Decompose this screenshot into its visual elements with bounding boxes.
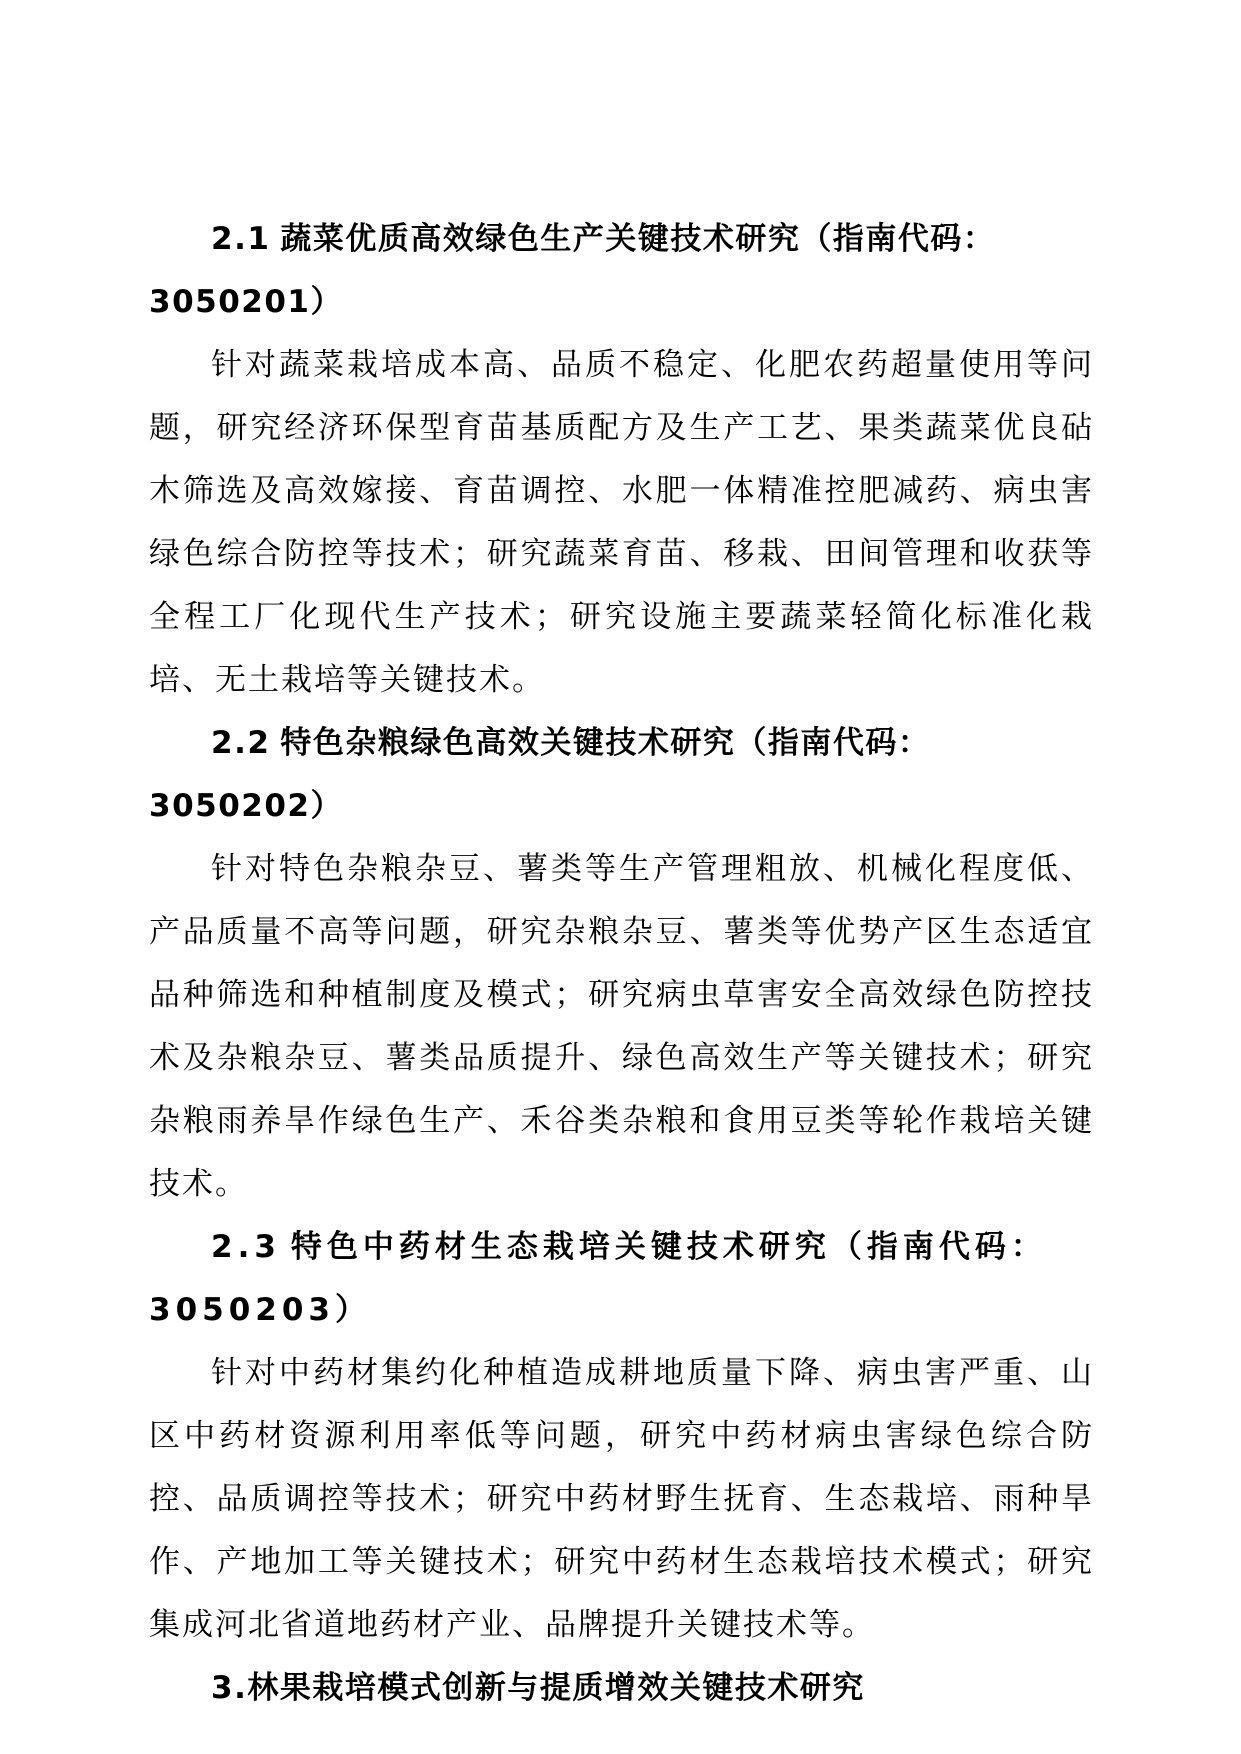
section-2-1-heading	[149, 208, 1094, 334]
section-3-heading: 3.林果栽培模式创新与提质增效关键技术研究	[211, 1670, 865, 1706]
section-2-2-body: 针对特色杂粮杂豆、薯类等生产管理粗放、机械化程度低、产品质量不高等问题，研究杂粮杂豆、薯类等优势产区生态适宜品种筛选和种植制度及模式；研究病虫草害安全高效绿色防控技术及杂粮杂豆、薯类品质提升、绿色高效生产等关键技术；研究杂粮雨养旱作绿色生产、禾谷类杂粮和食用豆类等轮作栽培关键技术。	[149, 851, 1094, 1202]
section-2-3-number: 2.3	[211, 1229, 281, 1265]
document-page	[149, 208, 1094, 1720]
section-2-3-title: 特色中药材生态栽培关键技术研究（指南代码：3050203）	[149, 1229, 1047, 1328]
section-2-3-heading	[149, 1216, 1094, 1342]
section-2-2-heading	[149, 712, 1094, 838]
section-2-1-number: 2.1	[211, 221, 271, 257]
section-2-3-body: 针对中药材集约化种植造成耕地质量下降、病虫害严重、山区中药材资源利用率低等问题，研究中药材病虫害绿色综合防控、品质调控等技术；研究中药材野生抚育、生态栽培、雨种旱作、产地加工等关键技术；研究中药材生态栽培技术模式；研究集成河北省道地药材产业、品牌提升关键技术等。	[149, 1355, 1094, 1643]
section-2-1-title: 蔬菜优质高效绿色生产关键技术研究（指南代码：3050201）	[149, 221, 996, 320]
section-2-2-title: 特色杂粮绿色高效关键技术研究（指南代码：3050202）	[149, 725, 931, 824]
section-2-1-body: 针对蔬菜栽培成本高、品质不稳定、化肥农药超量使用等问题，研究经济环保型育苗基质配方及生产工艺、果类蔬菜优良砧木筛选及高效嫁接、育苗调控、水肥一体精准控肥减药、病虫害绿色综合防控等技术；研究蔬菜育苗、移栽、田间管理和收获等全程工厂化现代生产技术；研究设施主要蔬菜轻简化标准化栽培、无土栽培等关键技术。	[149, 347, 1094, 698]
section-2-2-number: 2.2	[211, 725, 271, 761]
